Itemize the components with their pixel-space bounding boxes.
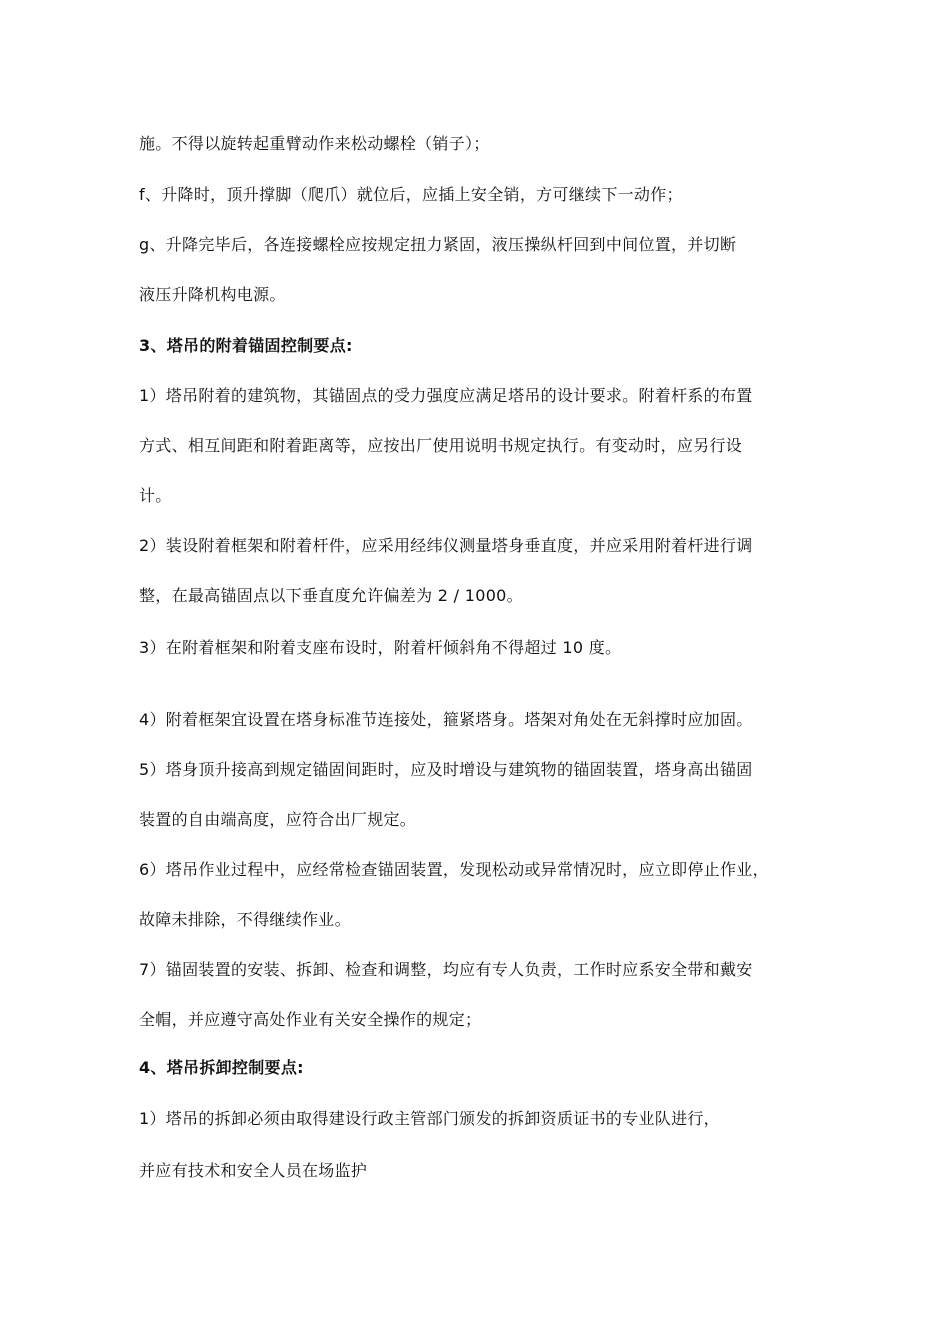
text-line: 计。	[139, 486, 172, 505]
text-line: 整，在最高锚固点以下垂直度允许偏差为 2 / 1000。	[139, 586, 523, 605]
text-line: 方式、相互间距和附着距离等，应按出厂使用说明书规定执行。有变动时，应另行设	[139, 436, 743, 455]
text-line: 装置的自由端高度，应符合出厂规定。	[139, 810, 417, 829]
text-line: 7）锚固装置的安装、拆卸、检查和调整，均应有专人负责，工作时应系安全带和戴安	[139, 960, 753, 979]
text-line: 全帽，并应遵守高处作业有关安全操作的规定；	[139, 1010, 482, 1029]
text-line: 故障未排除，不得继续作业。	[139, 910, 351, 929]
text-line: 5）塔身顶升接高到规定锚固间距时，应及时增设与建筑物的锚固装置，塔身高出锚固	[139, 760, 753, 779]
text-line: 4）附着框架宜设置在塔身标准节连接处，箍紧塔身。塔架对角处在无斜撑时应加固。	[139, 710, 753, 729]
section-heading: 4、塔吊拆卸控制要点:	[139, 1058, 304, 1077]
text-line: 2）装设附着框架和附着杆件，应采用经纬仪测量塔身垂直度，并应采用附着杆进行调	[139, 536, 753, 555]
text-line: 1）塔吊的拆卸必须由取得建设行政主管部门颁发的拆卸资质证书的专业队进行，	[139, 1109, 720, 1128]
text-line: f、升降时，顶升撑脚（爬爪）就位后，应插上安全销，方可继续下一动作；	[139, 185, 683, 204]
text-line: 6）塔吊作业过程中，应经常检查锚固装置，发现松动或异常情况时，应立即停止作业，	[139, 860, 769, 879]
section-heading: 3、塔吊的附着锚固控制要点:	[139, 336, 353, 355]
text-line: g、升降完毕后，各连接螺栓应按规定扭力紧固，液压操纵杆回到中间位置，并切断	[139, 235, 737, 254]
text-line: 液压升降机构电源。	[139, 285, 286, 304]
text-line: 1）塔吊附着的建筑物，其锚固点的受力强度应满足塔吊的设计要求。附着杆系的布置	[139, 386, 753, 405]
text-line: 施。不得以旋转起重臂动作来松动螺栓（销子）；	[139, 134, 490, 153]
text-line: 3）在附着框架和附着支座布设时，附着杆倾斜角不得超过 10 度。	[139, 638, 622, 657]
text-line: 并应有技术和安全人员在场监护	[139, 1161, 368, 1180]
